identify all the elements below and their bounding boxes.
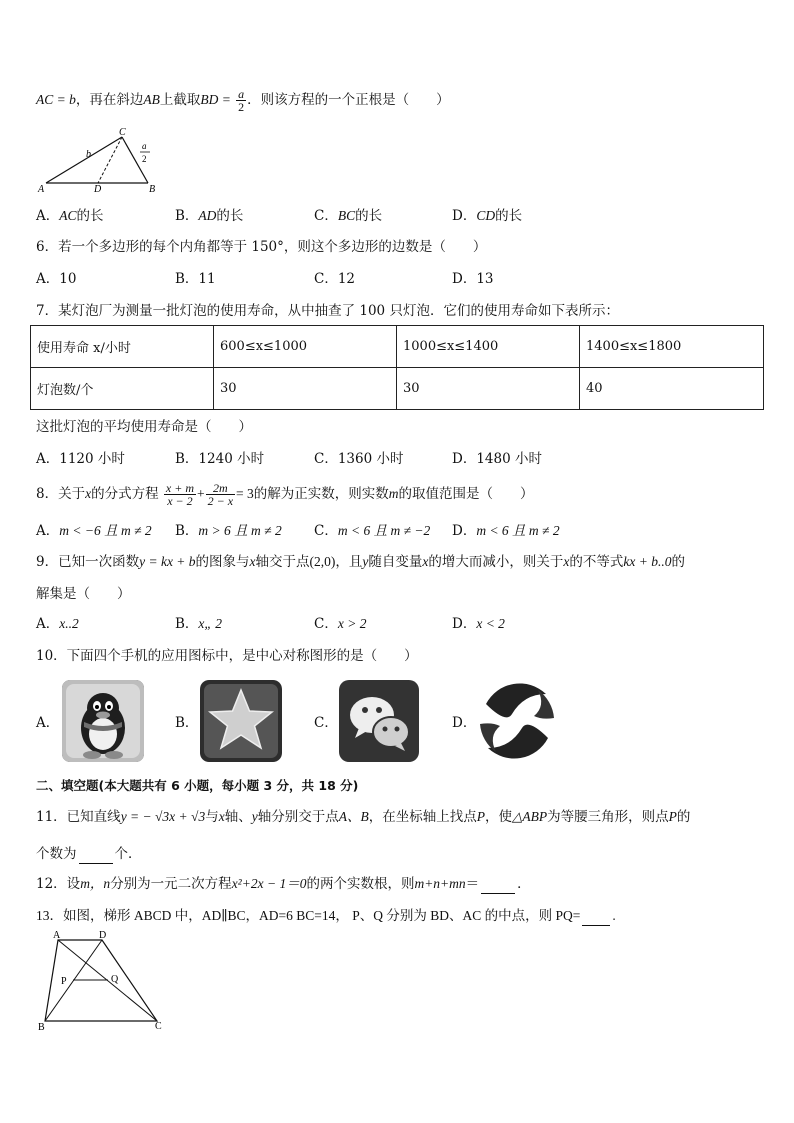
q9-line-1: 9．已知一次函数y = kx + b的图象与x轴交于点(2,0)，且y随自变量x的增大而减小，则关于x的不等式kx + b..0的 — [36, 554, 686, 570]
q5-text-3: ．则该方程的一个正根是（ ） — [247, 92, 450, 108]
answer-blank[interactable] — [79, 849, 113, 864]
q9-line-2: 解集是（ ） — [36, 586, 131, 602]
q5-frac-a2: $\frac{a}{2}$ — [238, 87, 245, 114]
q5-label-aside: a — [142, 141, 147, 151]
q5-label-a: A — [38, 184, 45, 194]
q8-option-c: C．m < 6 且 m ≠ −2 — [314, 523, 431, 539]
q5-triangle-figure — [36, 126, 166, 194]
q13-label-c: C — [155, 1021, 162, 1032]
q6-option-a: A．10 — [36, 271, 77, 287]
q5-line — [36, 88, 450, 113]
q7-text: 7．某灯泡厂为测量一批灯泡的使用寿命，从中抽查了 100 只灯泡．它们的使用寿命如下表所示： — [36, 303, 619, 319]
q13-label-p: P — [61, 976, 67, 987]
table-cell: 1400≤x≤1800 — [580, 326, 764, 368]
q9-option-b: B．x„ 2 — [175, 616, 223, 632]
table-cell: 灯泡数/个 — [31, 368, 214, 410]
q12-line: 12．设m，n分别为一元二次方程x²+2x − 1＝0的两个实数根，则m+n+mn＝ ． — [36, 876, 531, 892]
q5-option-c: C．BC的长 — [314, 208, 383, 224]
swirl-logo-icon — [476, 680, 558, 762]
wechat-icon — [339, 680, 419, 762]
q5-option-a: A．AC的长 — [36, 208, 104, 224]
q11-line-1: 11．已知直线y = − √3x + √3与x轴、y轴分别交于点A、B，在坐标轴上找点P，使△ABP为等腰三角形，则点P的 — [36, 809, 691, 825]
table-cell: 40 — [580, 368, 764, 410]
q5-label-b: B — [149, 184, 156, 194]
q9-option-d: D．x < 2 — [452, 616, 505, 632]
table-cell: 30 — [214, 368, 397, 410]
q13-label-q: Q — [111, 974, 119, 985]
q10-label-b: B． — [175, 715, 199, 731]
q7-question: 这批灯泡的平均使用寿命是（ ） — [36, 419, 252, 435]
q13-label-a: A — [53, 930, 61, 941]
q7-lifetime-table — [30, 325, 764, 410]
q10-label-c: C． — [314, 715, 338, 731]
q6-option-c: C．12 — [314, 271, 356, 287]
q10-text: 10．下面四个手机的应用图标中，是中心对称图形的是（ ） — [36, 648, 418, 664]
table-row — [31, 326, 764, 368]
answer-blank[interactable] — [582, 911, 610, 926]
q11-line-2: 个数为 个． — [36, 846, 142, 862]
q6-option-d: D．13 — [452, 271, 494, 287]
section-2-title: 二、填空题(本大题共有 6 小题，每小题 3 分，共 18 分) — [36, 778, 359, 793]
q5-text-2: 上截取 — [159, 92, 201, 108]
answer-blank[interactable] — [481, 879, 515, 894]
table-cell: 使用寿命 x/小时 — [31, 326, 214, 368]
q7-option-c: C．1360 小时 — [314, 451, 404, 467]
q7-option-b: B．1240 小时 — [175, 451, 265, 467]
q8-option-a: A．m < −6 且 m ≠ 2 — [36, 523, 152, 539]
q7-option-d: D．1480 小时 — [452, 451, 542, 467]
table-row — [31, 368, 764, 410]
q13-line: 13．如图，梯形 ABCD 中，AD∥BC，AD=6 BC=14， P、Q 分别为 BD、AC 的中点，则 PQ= . — [36, 906, 616, 926]
star-icon — [200, 680, 282, 762]
q5-option-b: B．AD的长 — [175, 208, 244, 224]
q9-option-a: A．x..2 — [36, 616, 79, 632]
q10-label-a: A． — [36, 715, 60, 731]
q5-label-two: 2 — [142, 154, 147, 164]
q13-label-b: B — [38, 1022, 45, 1033]
table-cell: 1000≤x≤1400 — [397, 326, 580, 368]
q5-text-1: ，再在斜边 — [75, 92, 144, 108]
table-cell: 30 — [397, 368, 580, 410]
q13-label-d: D — [99, 930, 107, 941]
q6-text: 6．若一个多边形的每个内角都等于 150°，则这个多边形的边数是（ ） — [36, 239, 487, 255]
q5-label-c: C — [119, 127, 126, 138]
q5-label-bside: b — [86, 149, 91, 160]
q8-frac-2: $\frac{2m}{2 - x}$ — [207, 481, 234, 508]
q7-option-a: A．1120 小时 — [36, 451, 125, 467]
qq-penguin-icon — [62, 680, 144, 762]
q13-trapezoid-figure — [36, 930, 170, 1034]
q8-option-d: D．m < 6 且 m ≠ 2 — [452, 523, 560, 539]
q5-label-d: D — [94, 184, 102, 194]
q8-line: 8．关于x的分式方程 $\frac{x + m}{x - 2}$ + $\frac{2m}{2 - x}$ = 3的解为正实数，则实数m的取值范围是（ ） — [36, 481, 534, 508]
q8-option-b: B．m > 6 且 m ≠ 2 — [175, 523, 282, 539]
q9-option-c: C．x > 2 — [314, 616, 367, 632]
q8-frac-1: $\frac{x + m}{x - 2}$ — [165, 481, 194, 508]
q5-ac-eq: AC = b — [36, 92, 76, 107]
table-cell: 600≤x≤1000 — [214, 326, 397, 368]
q5-ab: AB — [143, 92, 160, 107]
q10-label-d: D． — [452, 715, 477, 731]
q5-option-d: D．CD的长 — [452, 208, 523, 224]
q5-bd-eq: BD = — [200, 92, 231, 107]
q6-option-b: B．11 — [175, 271, 216, 287]
